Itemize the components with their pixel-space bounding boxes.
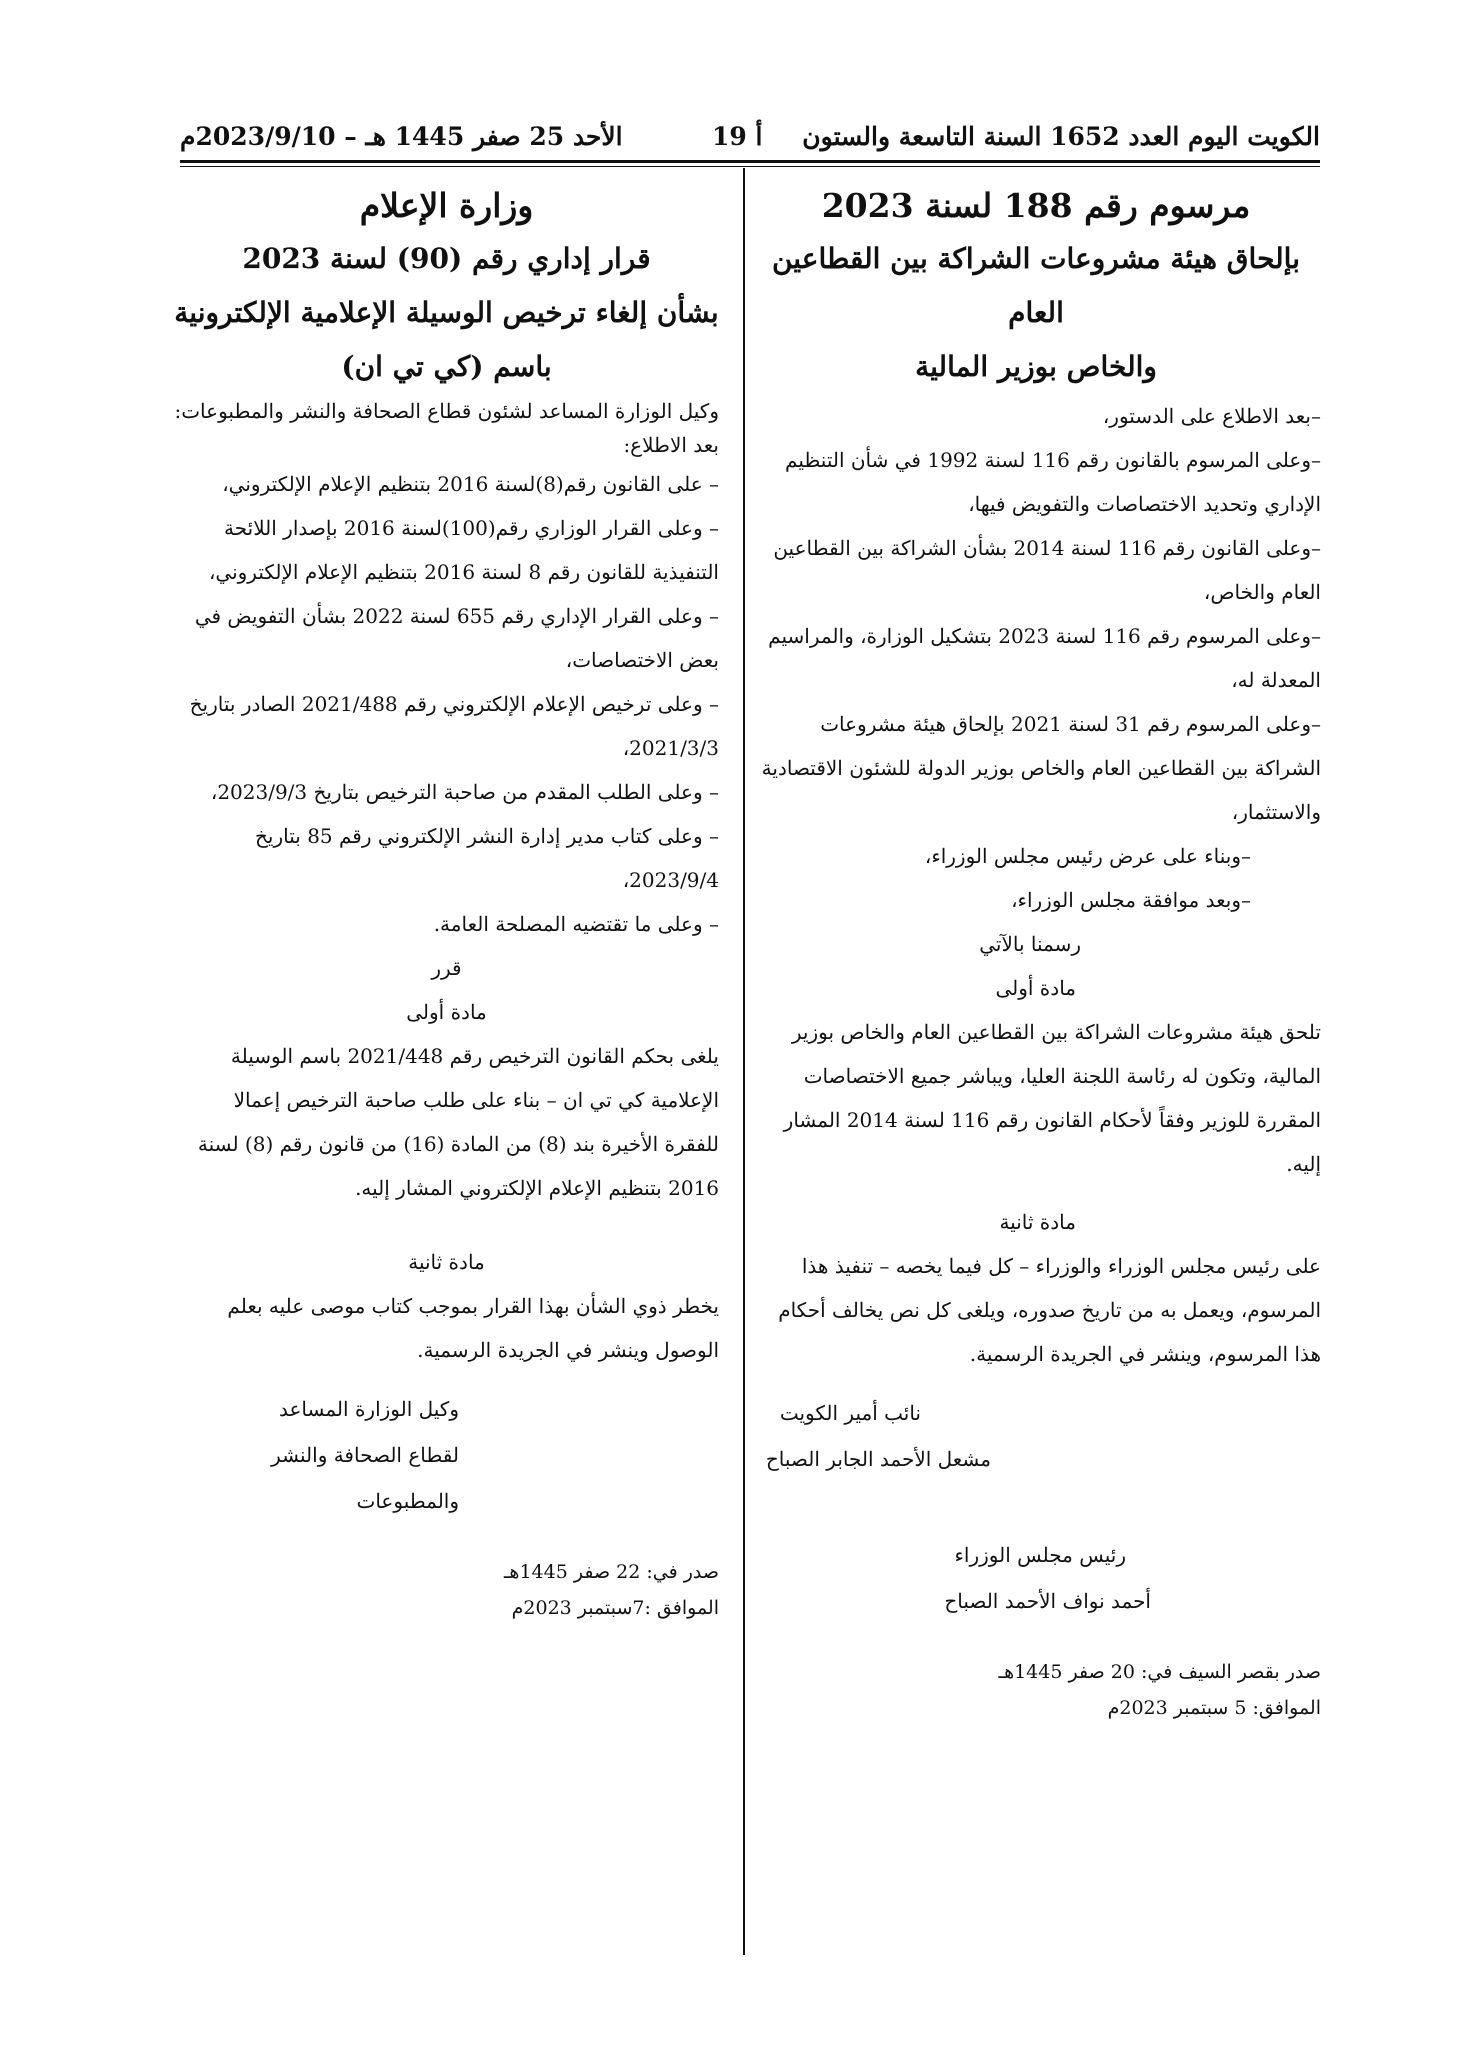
header-rule-thick [180, 160, 1320, 163]
decision-article-2-title: مادة ثانية [408, 1250, 485, 1274]
decision-subtitle-line-2: باسم (كي تي ان) [341, 350, 552, 383]
decree-article-1-text: تلحق هيئة مشروعات الشراكة بين القطاعين العام والخاص بوزير المالية، وتكون له رئاسة اللجنة العليا، ويباشر جميع الاختصاصات المقررة للوزير وفقاً لأحكام القانون رقم 116 لسنة 2014 المشار إليه. [783, 1020, 1321, 1176]
ministry-column [174, 180, 719, 1626]
decree-signer-1-title: نائب أمير الكويت [779, 1401, 921, 1425]
decision-signer-sector: لقطاع الصحافة والنشر والمطبوعات [271, 1443, 459, 1513]
decree-subtitle-line-2: والخاص بوزير المالية [915, 350, 1157, 383]
preamble-item: – على القانون رقم(8)لسنة 2016 بتنظيم الإعلام الإلكتروني، [222, 472, 719, 496]
decree-corresponding-date: الموافق: 5 سبتمبر 2023م [1107, 1697, 1321, 1719]
decision-preamble [174, 462, 719, 946]
gazette-issue-info: الكويت اليوم العدد 1652 السنة التاسعة والستون [802, 122, 1320, 151]
decree-article-1-title: مادة أولى [995, 976, 1076, 1000]
preamble-item: –وعلى المرسوم رقم 31 لسنة 2021 بإلحاق هيئة مشروعات الشراكة بين القطاعين العام والخاص بوزير الدولة للشئون الاقتصادية والاستثمار، [761, 712, 1321, 824]
decision-decided: قرر [431, 956, 462, 980]
decree-title: مرسوم رقم 188 لسنة 2023 [821, 186, 1251, 225]
decree-column [751, 180, 1321, 1726]
preamble-item: –بعد الاطلاع على الدستور، [1102, 404, 1321, 428]
decision-corresponding-date: الموافق :7سبتمبر 2023م [511, 1597, 719, 1619]
preamble-item: –وعلى المرسوم بالقانون رقم 116 لسنة 1992 في شأن التنظيم الإداري وتحديد الاختصاصات والتفويض فيها، [785, 448, 1321, 516]
decision-intro: وكيل الوزارة المساعد لشئون قطاع الصحافة والنشر والمطبوعات: [174, 399, 719, 423]
decree-decreed: رسمنا بالآتي [979, 932, 1081, 956]
decision-signer-title: وكيل الوزارة المساعد [279, 1397, 459, 1421]
decree-signer-1-name: مشعل الأحمد الجابر الصباح [765, 1447, 991, 1471]
decree-signer-2-name: أحمد نواف الأحمد الصباح [944, 1589, 1151, 1613]
preamble-item: – وعلى القرار الوزاري رقم(100)لسنة 2016 بإصدار اللائحة التنفيذية للقانون رقم 8 لسنة 2016 بتنظيم الإعلام الإلكتروني، [208, 516, 719, 584]
decree-signer-2-title: رئيس مجلس الوزراء [954, 1543, 1126, 1567]
page-number: أ 19 [712, 122, 763, 151]
column-divider [743, 168, 745, 1955]
decree-subtitle-line-1: بإلحاق هيئة مشروعات الشراكة بين القطاعين العام [771, 242, 1300, 329]
decree-issued-date: صدر بقصر السيف في: 20 صفر 1445هـ [998, 1661, 1321, 1683]
decision-title: قرار إداري رقم (90) لسنة 2023 [242, 242, 651, 275]
preamble-item: –وبناء على عرض رئيس مجلس الوزراء، [924, 844, 1251, 868]
preamble-item: –وبعد موافقة مجلس الوزراء، [1011, 888, 1251, 912]
preamble-item: – وعلى ترخيص الإعلام الإلكتروني رقم 2021/488 الصادر بتاريخ 2021/3/3، [189, 692, 719, 760]
decision-issued-date: صدر في: 22 صفر 1445هـ [503, 1561, 719, 1583]
decision-after-review: بعد الاطلاع: [623, 433, 719, 457]
decision-article-1-title: مادة أولى [406, 1000, 487, 1024]
preamble-item: – وعلى ما تقتضيه المصلحة العامة. [433, 912, 719, 936]
preamble-item: –وعلى المرسوم رقم 116 لسنة 2023 بتشكيل الوزارة، والمراسيم المعدلة له، [768, 624, 1321, 692]
ministry-name: وزارة الإعلام [359, 186, 534, 225]
preamble-item: – وعلى القرار الإداري رقم 655 لسنة 2022 بشأن التفويض في بعض الاختصاصات، [194, 604, 719, 672]
preamble-item: – وعلى الطلب المقدم من صاحبة الترخيص بتاريخ 2023/9/3، [210, 780, 719, 804]
preamble-item: –وعلى القانون رقم 116 لسنة 2014 بشأن الشراكة بين القطاعين العام والخاص، [773, 536, 1321, 604]
header-date: الأحد 25 صفر 1445 هـ – 2023/9/10م [180, 122, 623, 151]
decision-article-2-text: يخطر ذوي الشأن بهذا القرار بموجب كتاب موصى عليه بعلم الوصول وينشر في الجريدة الرسمية. [227, 1294, 719, 1362]
page-header [180, 118, 1320, 158]
header-rule-thin [180, 166, 1320, 167]
decision-article-1-text: يلغى بحكم القانون الترخيص رقم 2021/448 باسم الوسيلة الإعلامية كي تي ان – بناء على طلب صاحبة الترخيص إعمالا للفقرة الأخيرة بند (8) من المادة (16) من قانون رقم (8) لسنة 2016 بتنظيم الإعلام الإلكتروني المشار إليه. [197, 1044, 719, 1200]
decree-article-2-title: مادة ثانية [999, 1210, 1076, 1234]
decree-article-2-text: على رئيس مجلس الوزراء والوزراء – كل فيما يخصه – تنفيذ هذا المرسوم، ويعمل به من تاريخ صدوره، ويلغى كل نص يخالف أحكام هذا المرسوم، وينشر في الجريدة الرسمية. [778, 1254, 1321, 1366]
decision-subtitle-line-1: بشأن إلغاء ترخيص الوسيلة الإعلامية الإلكترونية [174, 296, 719, 329]
preamble-item: – وعلى كتاب مدير إدارة النشر الإلكتروني رقم 85 بتاريخ 2023/9/4، [255, 824, 719, 892]
decree-preamble [751, 394, 1321, 922]
